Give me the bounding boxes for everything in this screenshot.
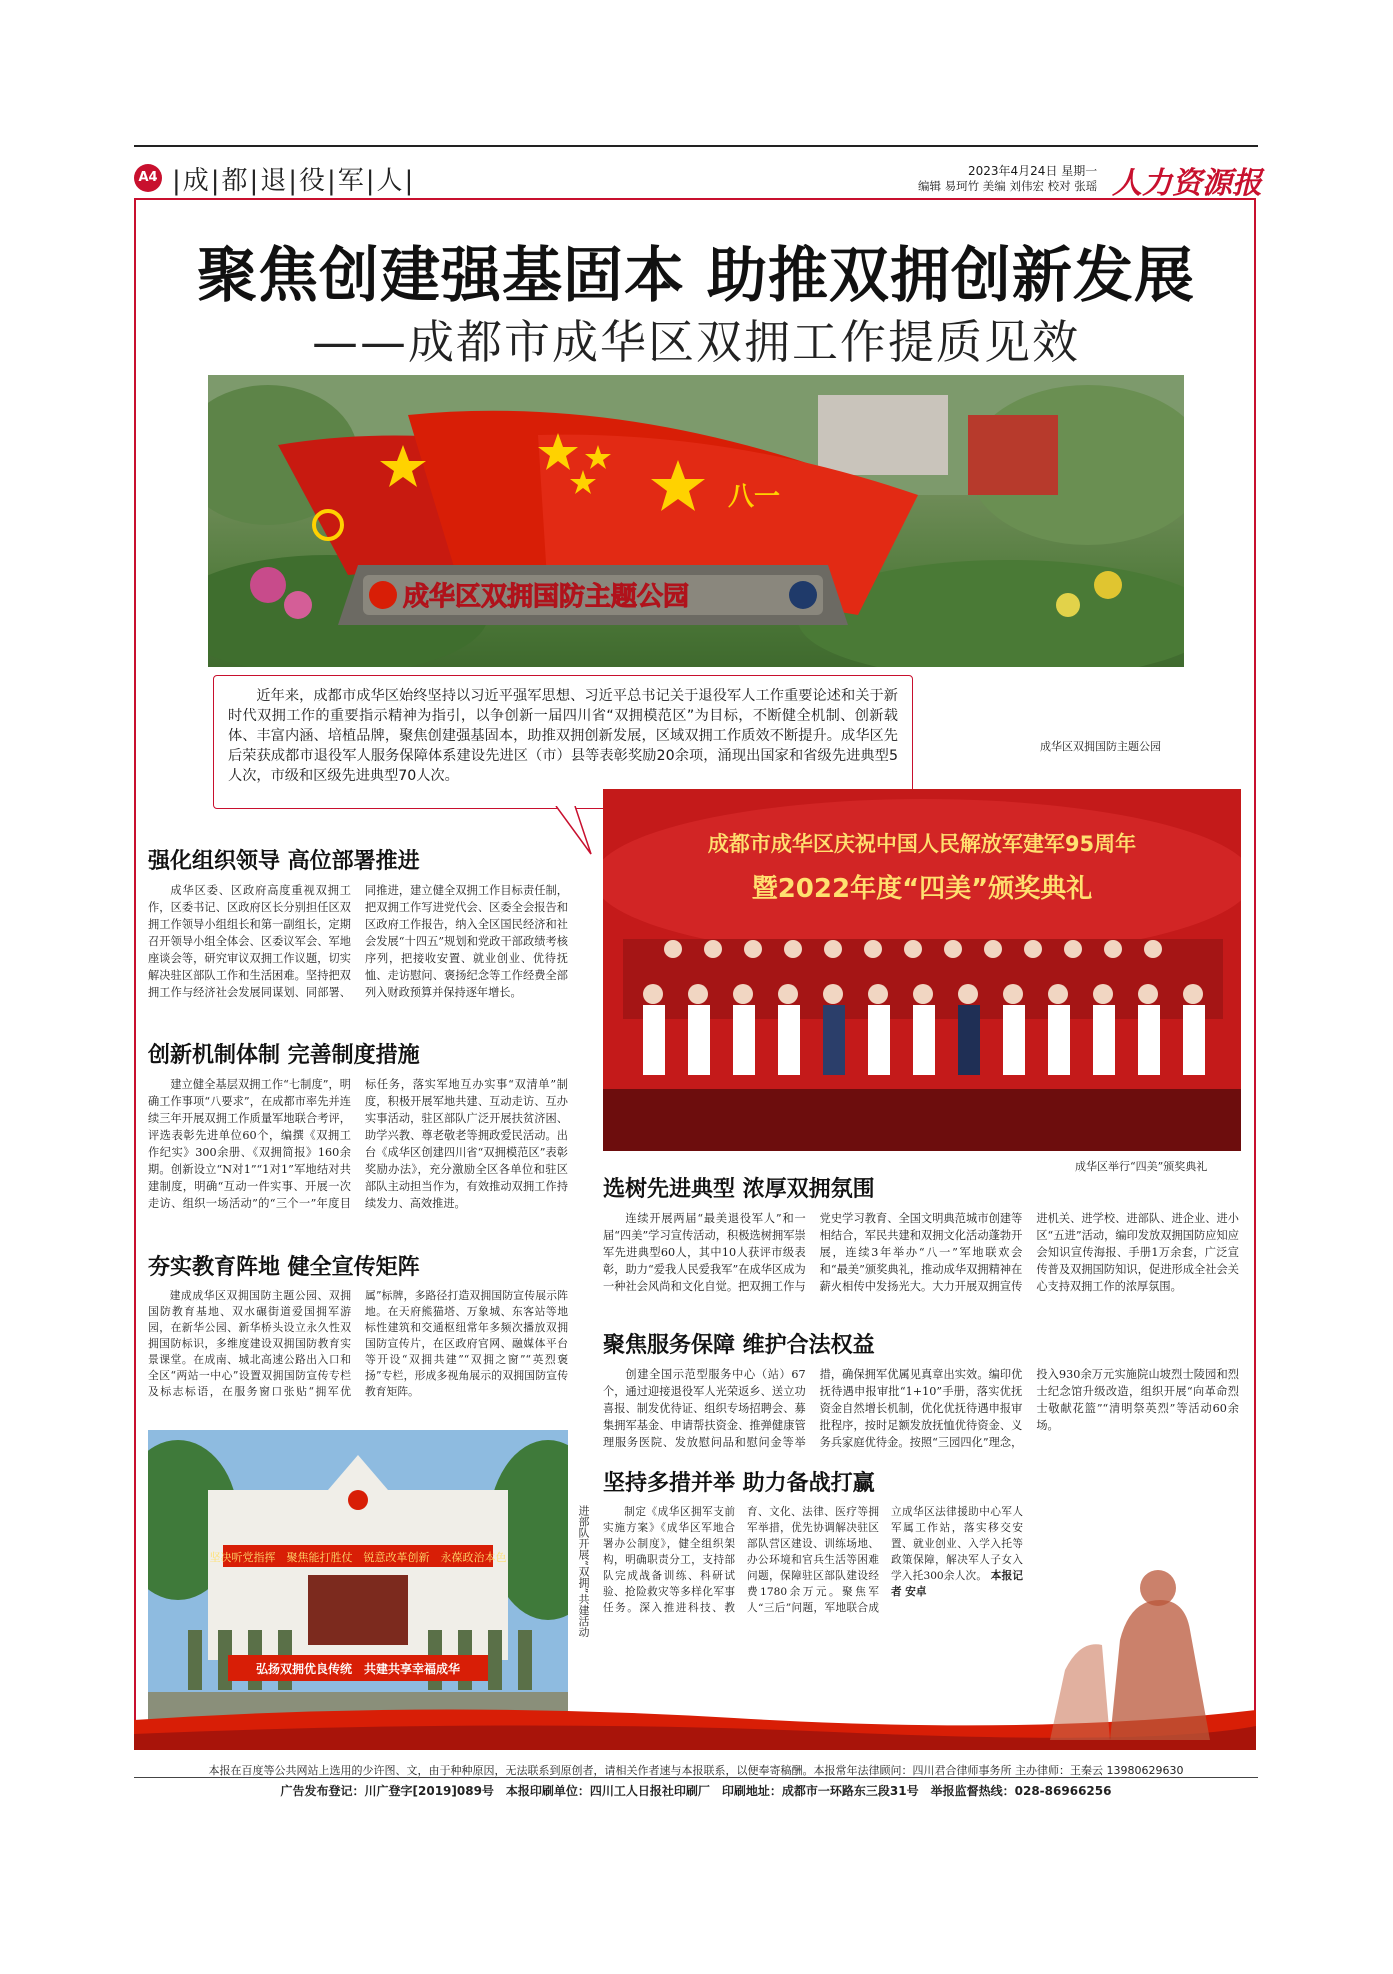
headline: 聚焦创建强基固本 助推双拥创新发展 <box>197 241 1195 311</box>
subheadline: ——成都市成华区双拥工作提质见效 <box>312 315 1080 369</box>
intro-box: 近年来，成都市成华区始终坚持以习近平强军思想、习近平总书记关于退役军人工作重要论述和关于新时代双拥工作的重要指示精神为指引，以争创新一届四川省“双拥模范区”为目标，不断健全机制、创新载体、丰富内涵、培植品牌，聚焦创建强基固本，助推双拥创新发展，区域双拥工作质效不断提升。成华区先后荣获成都市退役军人服务保障体系建设先进区（市）县等表彰奖励20余项，涌现出国家和省级先进典型5人次，市级和区级先进典型70人次。 <box>213 675 913 809</box>
award-banner-line1: 成都市成华区庆祝中国人民解放军建军95周年 <box>707 832 1137 856</box>
photo1-caption: 成华区双拥国防主题公园 <box>1040 740 1161 753</box>
footer-rule <box>134 1777 1258 1778</box>
section-body-5: 创建全国示范型服务中心（站）67个，通过迎接退役军人光荣返乡、送立功喜报、制发优待证、组织专场招聘会、募集拥军基金、申请帮扶资金、推弹健康管理服务医院、发放慰问品和慰问金等举措，确保拥军优属见真章出实效。编印优抚待遇申报审批“1+10”手册，落实优抚资金自然增长机制，优化优抚待遇申报审批程序，按时足额发放抚恤优待资金、义务兵家庭优待金。按照“三园四化”理念，投入930余万元实施院山坡烈士陵园和烈士纪念馆升级改造，组织开展“向革命烈士敬献花篮”“清明祭英烈”等活动60余场。 <box>603 1368 1239 1449</box>
joint-activity-slogan: 坚决听党指挥 聚焦能打胜仗 锐意改革创新 永葆政治本色 <box>209 1551 507 1564</box>
theme-park-photo <box>208 375 1184 667</box>
section-body-2: 建立健全基层双拥工作“七制度”，明确工作事项“八要求”，在成都市率先并连续三年开展双拥工作质量军地联合考评，评选表彰先进单位60个，编撰《双拥工作纪实》300余册、《双拥简报》160余期。创新设立“N对1”“1对1”军地结对共建制度，明确“互动一件实事、开展一次走访、组织一场活动”的“三个一”年度目标任务，落实军地互办实事“双清单”制度，积极开展军地共建、互动走访、互办实事活动，驻区部队广泛开展扶贫济困、助学兴教、尊老敬老等拥政爱民活动。出台《成华区创建四川省“双拥模范区”表彰奖励办法》，充分激励全区各单位和驻区部队主动担当作为，有效推动双拥工作持续发力、高效推进。 <box>148 1078 568 1210</box>
section-body-6: 制定《成华区拥军支前实施方案》《成华区军地合署办公制度》，健全组织架构，明确职责分工，支持部队完成战备训练、科研试验、抢险救灾等多样化军事任务。深入推进科技、教育、文化、法律、医疗等拥军举措，优先协调解决驻区部队营区建设、训练场地、办公环境和官兵生活等困难问题，保障驻区部队建设经费1780余万元。聚焦军人“三后”问题，军地联合成立成华区法律援助中心军人军属工作站，落实移交安置、就业创业、入学入托等政策保障，解决军人子女入学入托300余人次。 本报记者 安卓 <box>603 1506 1023 1614</box>
section-heading-5: 聚焦服务保障 维护合法权益 <box>603 1333 875 1358</box>
byline: 本报记者 安卓 <box>891 1570 1023 1598</box>
photo2-caption: 成华区举行“四美”颁奖典礼 <box>1075 1160 1208 1173</box>
award-ceremony-photo <box>603 789 1241 1151</box>
bayi-flag-text: 八一 <box>728 482 781 512</box>
joint-activity-illustration <box>148 1430 568 1730</box>
section-body-3: 建成成华区双拥国防主题公园、双拥国防教育基地、双水碾街道爱国拥军游园，在新华公园、新华桥头设立永久性双拥国防标识，多维度建设双拥国防教育实景课堂。在成南、城北高速公路出入口和全区“两站一中心”设置双拥国防宣传专栏及标志标语，在服务窗口张贴“拥军优属”标牌，多路径打造双拥国防宣传展示阵地。在天府熊猫塔、万象城、东客站等地标性建筑和交通枢纽常年多频次播放双拥国防宣传片，在区政府官网、融媒体平台等开设“双拥共建”“双拥之窗”“英烈褒扬”专栏，形成多视角展示的双拥国防宣传教育矩阵。 <box>148 1289 568 1398</box>
section-heading-1: 强化组织领导 高位部署推进 <box>148 849 420 874</box>
section-heading-3: 夯实教育阵地 健全宣传矩阵 <box>148 1255 420 1280</box>
section-name: |成|都|退|役|军|人| <box>172 166 416 196</box>
issue-date: 2023年4月24日 星期一 <box>968 164 1098 178</box>
photo3-caption: 进部队开展“双拥”共建活动 <box>577 1505 590 1638</box>
masthead-logo: 人力资源报 <box>1112 166 1262 201</box>
award-banner-line2: 暨2022年度“四美”颁奖典礼 <box>751 874 1093 904</box>
footer-notice: 本报在百度等公共网站上选用的少许图、文，由于种种原因，无法联系到原创者，请相关作者速与本报联系，以便奉寄稿酬。本报常年法律顾问：四川君合律师事务所 主办律师：王秦云 13980629630 <box>208 1764 1184 1777</box>
header-rule <box>134 145 1258 147</box>
award-ceremony-illustration <box>603 789 1241 1151</box>
page-number-badge: A4 <box>134 164 162 192</box>
joint-activity-photo <box>148 1430 568 1730</box>
editor-credits: 编辑 易珂竹 美编 刘伟宏 校对 张瑶 <box>918 179 1098 193</box>
section-heading-4: 选树先进典型 浓厚双拥氛围 <box>603 1177 875 1202</box>
section-body-1: 成华区委、区政府高度重视双拥工作，区委书记、区政府区长分别担任区双拥工作领导小组组长和第一副组长，定期召开领导小组全体会、区委议军会、军地座谈会等，研究审议双拥工作议题，切实解决驻区部队工作和生活困难。坚持把双拥工作与经济社会发展同谋划、同部署、同推进，建立健全双拥工作目标责任制，把双拥工作写进党代会、区委全会报告和区政府工作报告，纳入全区国民经济和社会发展“十四五”规划和党政干部政绩考核序列，把接收安置、就业创业、优待抚恤、走访慰问、褒扬纪念等工作经费全部列入财政预算并保持逐年增长。 <box>148 884 568 999</box>
soldier-silhouette-graphic <box>1010 1560 1250 1740</box>
theme-park-illustration <box>208 375 1184 667</box>
joint-activity-banner: 弘扬双拥优良传统 共建共享幸福成华 <box>255 1662 461 1676</box>
park-sign-text: 成华区双拥国防主题公园 <box>403 582 690 612</box>
footer-printing-info: 广告发布登记：川广登字[2019]089号 本报印刷单位：四川工人日报社印刷厂 印刷地址：成都市一环路东三段31号 举报监督热线：028-86966256 <box>280 1784 1112 1798</box>
section-heading-2: 创新机制体制 完善制度措施 <box>148 1043 420 1068</box>
intro-callout-pointer <box>555 806 595 858</box>
section-heading-6: 坚持多措并举 助力备战打赢 <box>603 1471 875 1496</box>
section-body-4: 连续开展两届“最美退役军人”和一届“四美”学习宣传活动，积极选树拥军崇军先进典型60人，其中10人获评市级表彰，助力“爱我人民爱我军”在成华区成为一种社会风尚和文化自觉。把双拥工作与党史学习教育、全国文明典范城市创建等相结合，军民共建和双拥文化活动蓬勃开展，连续3年举办“八一”军地联欢会和“最美”颁奖典礼，推动成华双拥精神在薪火相传中发扬光大。大力开展双拥宣传进机关、进学校、进部队、进企业、进小区“五进”活动，编印发放双拥国防应知应会知识宣传海报、手册1万余套，广泛宣传普及双拥国防知识，促进形成全社会关心支持双拥工作的浓厚氛围。 <box>603 1212 1239 1293</box>
